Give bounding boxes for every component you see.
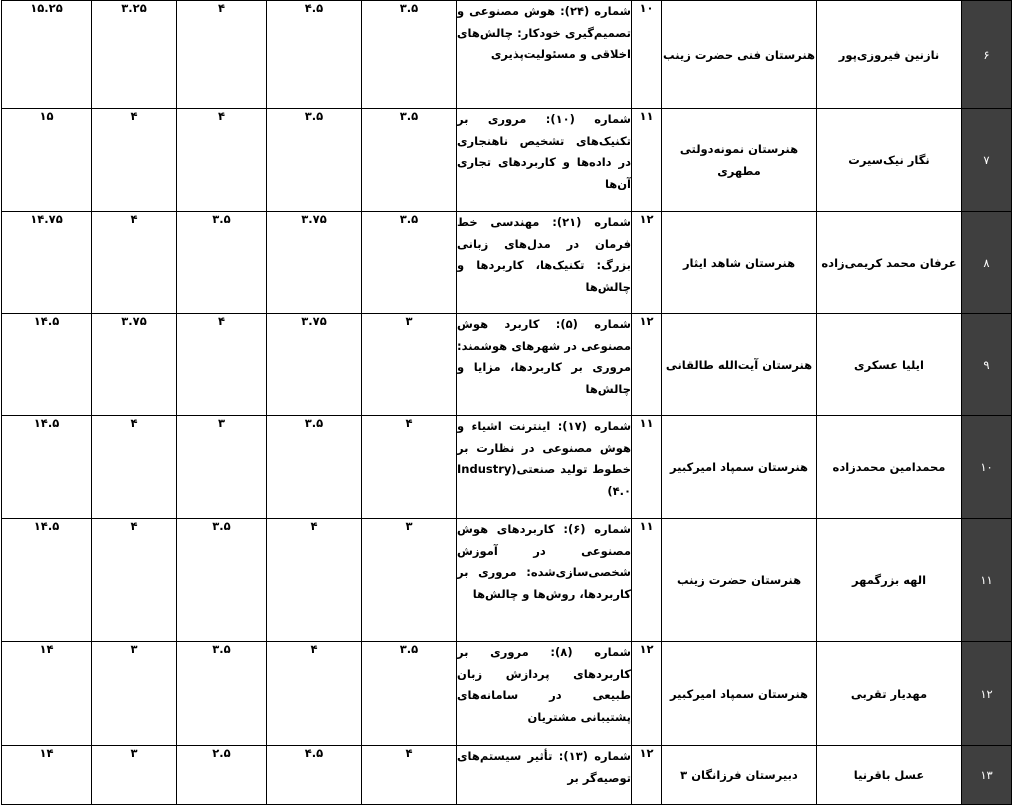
score-2: ۳.۷۵	[267, 314, 362, 416]
score-3: ۴	[177, 1, 267, 109]
school-name: هنرستان آیت‌الله طالقانی	[662, 314, 817, 416]
student-name: عسل باقرنیا	[817, 746, 962, 805]
school-name: هنرستان سمپاد امیرکبیر	[662, 642, 817, 746]
grade-level: ۱۲	[632, 314, 662, 416]
school-name: هنرستان شاهد ایثار	[662, 212, 817, 314]
score-3: ۳.۵	[177, 642, 267, 746]
article-title: شماره (۶): کاربردهای هوش مصنوعی در آموزش شخصی‌سازی‌شده: مروری بر کاربردها، روش‌ها و چالش‌ها	[457, 519, 632, 642]
score-4: ۳.۲۵	[92, 1, 177, 109]
row-number: ۱۰	[962, 416, 1012, 519]
table-row	[2, 746, 1012, 805]
score-2: ۴.۵	[267, 1, 362, 109]
student-name: نگار نیک‌سیرت	[817, 109, 962, 212]
score-4: ۳.۷۵	[92, 314, 177, 416]
score-4: ۴	[92, 109, 177, 212]
grade-level: ۱۲	[632, 642, 662, 746]
score-1: ۳	[362, 314, 457, 416]
school-name: هنرستان سمپاد امیرکبیر	[662, 416, 817, 519]
article-title: شماره (۱۷): اینترنت اشیاء و هوش مصنوعی در نظارت بر خطوط تولید صنعتی(Industry ۴.۰)	[457, 416, 632, 519]
school-name: دبیرستان فرزانگان ۳	[662, 746, 817, 805]
score-2: ۳.۵	[267, 109, 362, 212]
score-1: ۴	[362, 746, 457, 805]
row-number: ۱۱	[962, 519, 1012, 642]
score-3: ۴	[177, 314, 267, 416]
row-number: ۶	[962, 1, 1012, 109]
score-4: ۴	[92, 519, 177, 642]
row-number: ۸	[962, 212, 1012, 314]
table-row	[2, 212, 1012, 314]
score-1: ۴	[362, 416, 457, 519]
school-name: هنرستان فنی حضرت زینب	[662, 1, 817, 109]
total-score: ۱۵	[2, 109, 92, 212]
score-2: ۴	[267, 519, 362, 642]
grade-level: ۱۱	[632, 519, 662, 642]
score-3: ۲.۵	[177, 746, 267, 805]
grade-level: ۱۱	[632, 109, 662, 212]
score-4: ۳	[92, 746, 177, 805]
total-score: ۱۴.۵	[2, 314, 92, 416]
score-4: ۴	[92, 416, 177, 519]
score-4: ۴	[92, 212, 177, 314]
grade-level: ۱۰	[632, 1, 662, 109]
school-name: هنرستان نمونه‌دولتی مطهری	[662, 109, 817, 212]
score-1: ۳.۵	[362, 1, 457, 109]
score-4: ۳	[92, 642, 177, 746]
article-title: شماره (۱۳): تأثیر سیستم‌های توصیه‌گر بر	[457, 746, 632, 805]
grade-level: ۱۲	[632, 746, 662, 805]
score-1: ۳.۵	[362, 212, 457, 314]
student-name: محمدامین محمدزاده	[817, 416, 962, 519]
total-score: ۱۴.۷۵	[2, 212, 92, 314]
table-row	[2, 642, 1012, 746]
score-3: ۴	[177, 109, 267, 212]
table-row	[2, 314, 1012, 416]
score-1: ۳	[362, 519, 457, 642]
article-title: شماره (۱۰): مروری بر تکنیک‌های تشخیص ناهنجاری در داده‌ها و کاربردهای تجاری آن‌ها	[457, 109, 632, 212]
school-name: هنرستان حضرت زینب	[662, 519, 817, 642]
score-3: ۳.۵	[177, 519, 267, 642]
student-name: نازنین فیروزی‌پور	[817, 1, 962, 109]
score-3: ۳.۵	[177, 212, 267, 314]
student-name: الهه بزرگمهر	[817, 519, 962, 642]
article-title: شماره (۲۱): مهندسی خط فرمان در مدل‌های زبانی بزرگ: تکنیک‌ها، کاربردها و چالش‌ها	[457, 212, 632, 314]
score-2: ۴	[267, 642, 362, 746]
score-2: ۳.۷۵	[267, 212, 362, 314]
row-number: ۱۳	[962, 746, 1012, 805]
row-number: ۱۲	[962, 642, 1012, 746]
score-2: ۴.۵	[267, 746, 362, 805]
table-row	[2, 1, 1012, 109]
row-number: ۹	[962, 314, 1012, 416]
article-title: شماره (۵): کاربرد هوش مصنوعی در شهرهای هوشمند: مروری بر کاربردها، مزایا و چالش‌ها	[457, 314, 632, 416]
article-title: شماره (۸): مروری بر کاربردهای پردازش زبان طبیعی در سامانه‌های پشتیبانی مشتریان	[457, 642, 632, 746]
results-table	[1, 0, 1012, 805]
table-row	[2, 109, 1012, 212]
row-number: ۷	[962, 109, 1012, 212]
score-1: ۳.۵	[362, 642, 457, 746]
grade-level: ۱۲	[632, 212, 662, 314]
total-score: ۱۵.۲۵	[2, 1, 92, 109]
article-title: شماره (۲۴): هوش مصنوعی و تصمیم‌گیری خودکار: چالش‌های اخلاقی و مسئولیت‌پذیری	[457, 1, 632, 109]
table-row	[2, 519, 1012, 642]
grade-level: ۱۱	[632, 416, 662, 519]
total-score: ۱۴	[2, 642, 92, 746]
student-name: مهدیار تقربی	[817, 642, 962, 746]
score-2: ۳.۵	[267, 416, 362, 519]
score-1: ۳.۵	[362, 109, 457, 212]
score-3: ۳	[177, 416, 267, 519]
table-row	[2, 416, 1012, 519]
total-score: ۱۴	[2, 746, 92, 805]
total-score: ۱۴.۵	[2, 416, 92, 519]
student-name: عرفان محمد کریمی‌زاده	[817, 212, 962, 314]
student-name: ایلیا عسکری	[817, 314, 962, 416]
total-score: ۱۴.۵	[2, 519, 92, 642]
